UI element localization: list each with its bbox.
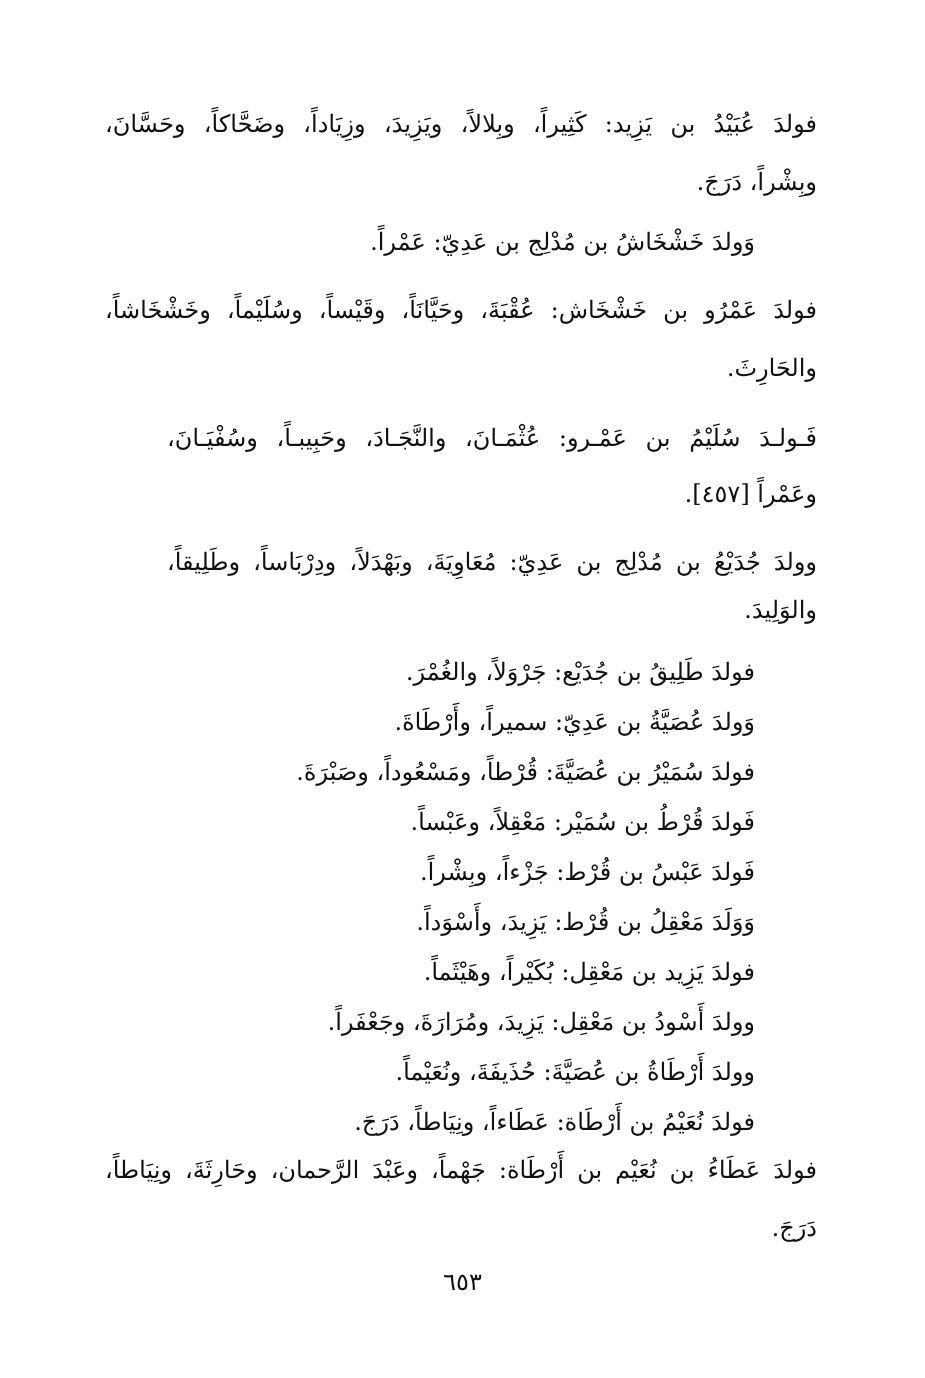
paragraph-3-line-1: فولدَ عَمْرُو بن خَشْخَاش: عُقْبَةَ، وحَيَّانَاً، وقَيْساً، وسُلَيْماً، وخَشْخَاشاً، xyxy=(105,296,817,324)
paragraph-2-line-1: وَولدَ خَشْخَاشُ بن مُدْلِج بن عَدِيّ: عَمْراً. xyxy=(370,228,755,256)
entry-line: فولدَ طَلِيقُ بن جُدَيْع: جَرْوَلاً، والغُمْرَ. xyxy=(405,658,755,686)
page-number: ٦٥٣ xyxy=(443,1268,482,1296)
entry-line: فَولدَ قُرْطُ بن سُمَيْر: مَعْقِلاً، وعَبْساً. xyxy=(410,808,755,836)
paragraph-5-line-1: وولدَ جُدَيْعُ بن مُدْلِج بن عَدِيّ: مُعَاوِيَةَ، وبَهْدَلاً، ودِرْبَاساً، وطَلِيقاً، xyxy=(167,548,817,576)
entry-line: وَولدَ عُصَيَّةُ بن عَدِيّ: سميراً، وأَرْطَاةَ. xyxy=(394,708,755,736)
paragraph-5-line-2: والوَلِيدَ. xyxy=(744,596,817,624)
paragraph-4-line-1: فَـولـدَ سُلَيْمُ بن عَمْـرو: عُثْمَـانَ، والنَّجَـادَ، وحَبِيبـاً، وسُفْيَـانَ، xyxy=(167,424,817,452)
paragraph-1-line-2: وبِشْراً، دَرَجَ. xyxy=(696,168,817,196)
paragraph-1-line-1: فولدَ عُبَيْدُ بن يَزِيد: كَثِيراً، وبِلالاً، ويَزِيدَ، وزِيَاداً، وضَحَّاكاً، وحَسَّانَ، xyxy=(105,110,817,138)
entry-line: فَولدَ عَبْسُ بن قُرْط: جَزْءاً، وبِشْراً. xyxy=(419,858,755,886)
entry-line: وولدَ أَرْطَاةُ بن عُصَيَّةَ: حُذَيفَةَ، ونُعَيْماً. xyxy=(395,1058,755,1086)
entry-line: وَوَلَدَ مَعْقِلُ بن قُرْط: يَزِيدَ، وأَسْوَداً. xyxy=(416,908,755,936)
entry-line: فولدَ نُعَيْمُ بن أَرْطَاة: عَطَاءاً، ونِيَاطاً، دَرَجَ. xyxy=(354,1108,755,1136)
entry-line: وولدَ أَسْودُ بن مَعْقِل: يَزِيدَ، ومُرَارَةَ، وجَعْفَراً. xyxy=(327,1008,755,1036)
final-paragraph-line-1: فولدَ عَطَاءُ بن نُعَيْم بن أَرْطَاة: جَهْماً، وعَبْدَ الرَّحمان، وحَارِثَةَ، ونِيَاطاً، xyxy=(105,1156,817,1184)
paragraph-4-line-2: وعَمْراً [٤٥٧]. xyxy=(684,480,817,508)
final-paragraph-line-2: دَرَجَ. xyxy=(771,1214,817,1242)
entry-line: فولدَ يَزِيد بن مَعْقِل: بُكَيْراً، وهَيْثَماً. xyxy=(423,958,755,986)
entry-line: فولدَ سُمَيْرُ بن عُصَيَّةَ: قُرْطاً، ومَسْعُوداً، وصَبْرَةَ. xyxy=(296,758,755,786)
paragraph-3-line-2: والحَارِثَ. xyxy=(726,354,817,382)
